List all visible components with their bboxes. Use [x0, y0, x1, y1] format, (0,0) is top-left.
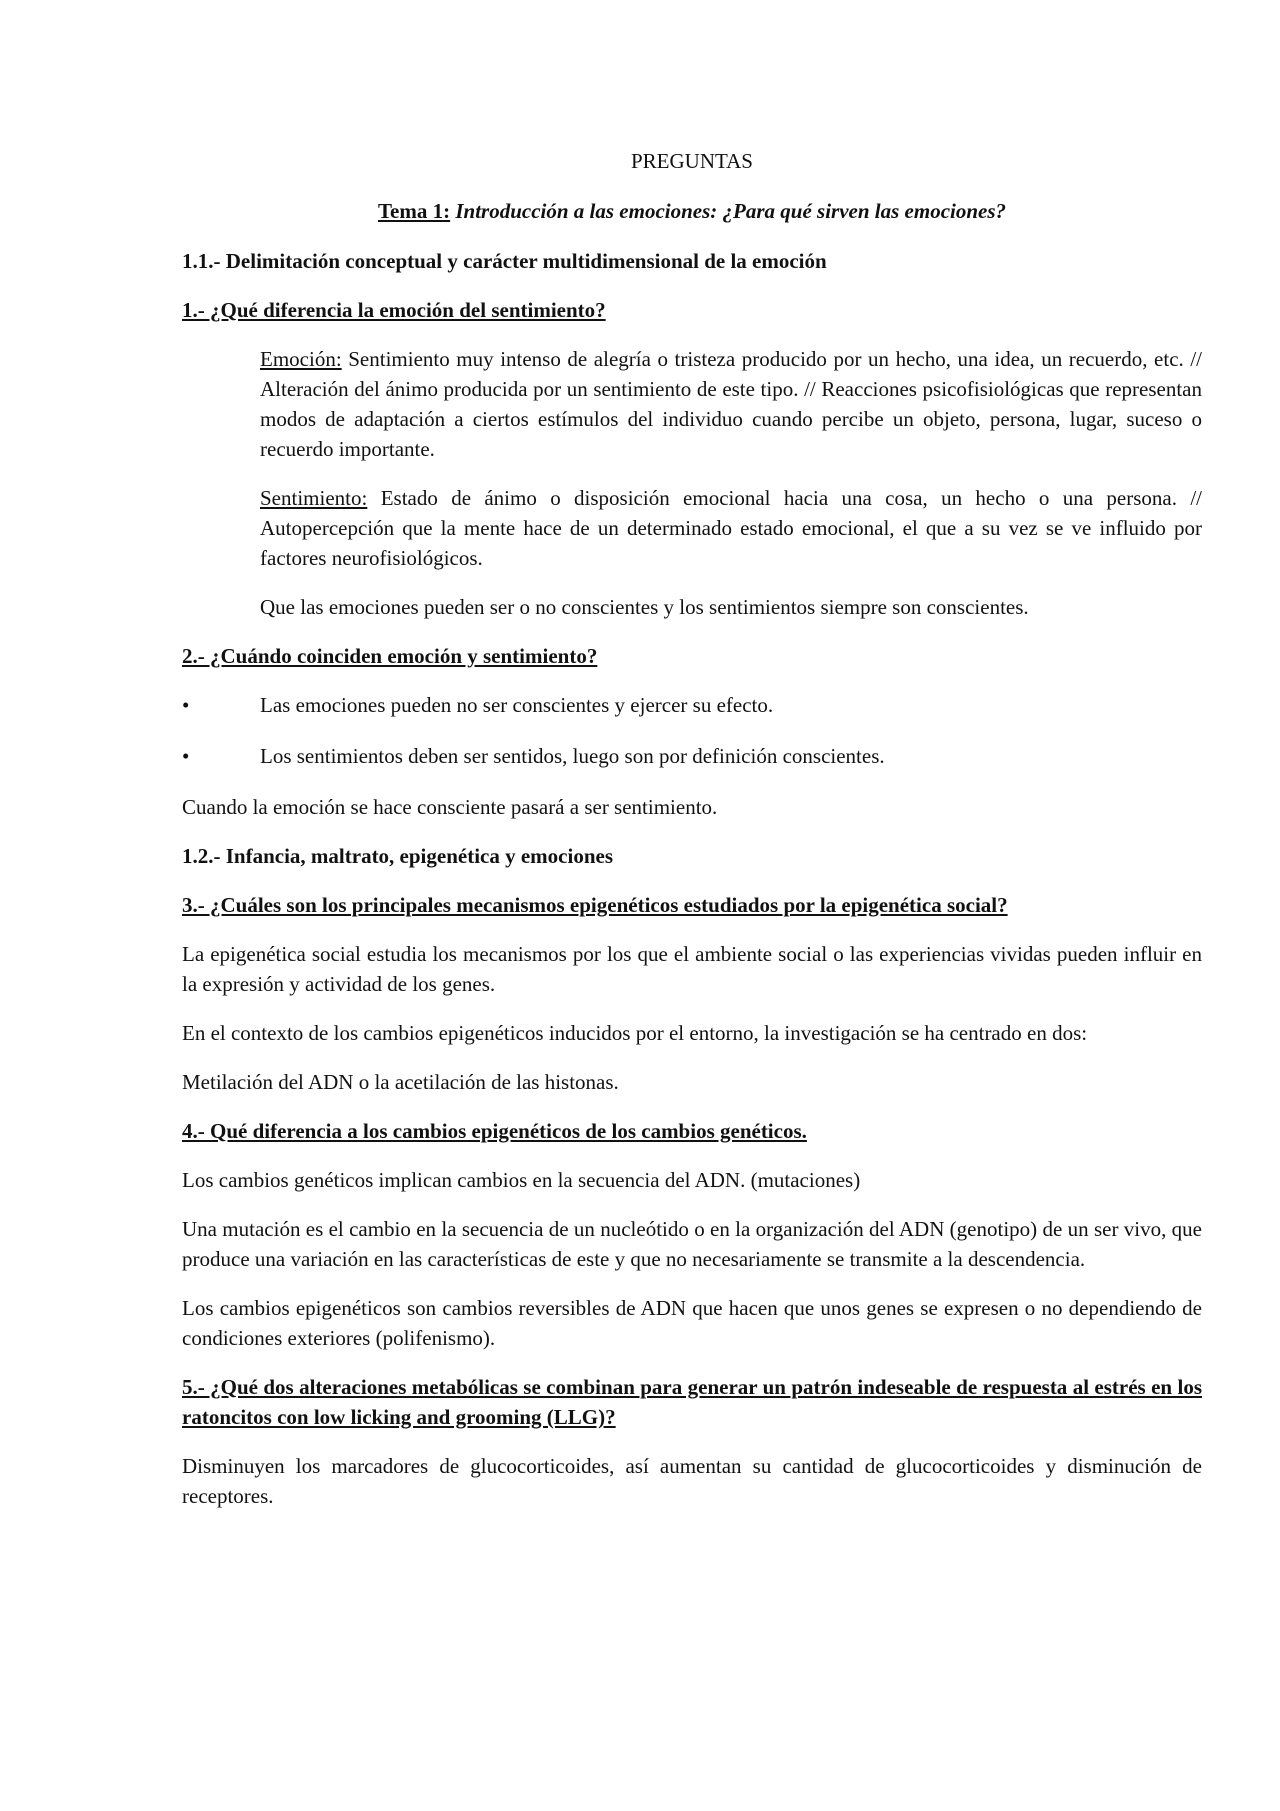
answer-4-paragraph: Los cambios genéticos implican cambios en la secuencia del ADN. (mutaciones): [182, 1168, 861, 1192]
topic-heading: [182, 196, 1202, 226]
question-5: 5.- ¿Qué dos alteraciones metabólicas se combinan para generar un patrón indeseable de respuesta al estrés en los ratoncitos con low licking and grooming (LLG)?: [182, 1375, 1202, 1429]
definition-text-emocion: Sentimiento muy intenso de alegría o tristeza producido por un hecho, una idea, un recuerdo, etc. // Alteración del ánimo producida por un sentimiento de este tipo. // Reacciones psicofisiológicas que representan modos de adaptación a ciertos estímulos del individuo cuando percibe un objeto, persona, lugar, suceso o recuerdo importante.: [260, 347, 1203, 461]
question-2: 2.- ¿Cuándo coinciden emoción y sentimiento?: [182, 644, 598, 668]
question-4: 4.- Qué diferencia a los cambios epigenéticos de los cambios genéticos.: [182, 1119, 807, 1143]
list-item-text: Los sentimientos deben ser sentidos, luego son por definición conscientes.: [260, 744, 885, 768]
list-item-text: Las emociones pueden no ser conscientes y ejercer su efecto.: [260, 693, 774, 717]
section-heading-1-2: 1.2.- Infancia, maltrato, epigenética y emociones: [182, 844, 614, 868]
document-page: [182, 146, 1202, 1530]
question-3: 3.- ¿Cuáles son los principales mecanismos epigenéticos estudiados por la epigenética social?: [182, 893, 1008, 917]
answer-4-paragraph: Los cambios epigenéticos son cambios reversibles de ADN que hacen que unos genes se expresen o no dependiendo de condiciones exteriores (polifenismo).: [182, 1296, 1202, 1350]
answer-3-paragraph: La epigenética social estudia los mecanismos por los que el ambiente social o las experiencias vividas pueden influir en la expresión y actividad de los genes.: [182, 942, 1202, 996]
topic-title: Introducción a las emociones: ¿Para qué sirven las emociones?: [455, 199, 1007, 223]
answer-4-paragraph: Una mutación es el cambio en la secuencia de un nucleótido o en la organización del ADN (genotipo) de un ser vivo, que produce una variación en las características de este y que no necesariamente se transmite a la descendencia.: [182, 1217, 1202, 1271]
question-1: 1.- ¿Qué diferencia la emoción del sentimiento?: [182, 298, 606, 322]
definition-text-sentimiento: Estado de ánimo o disposición emocional hacia una cosa, un hecho o una persona. // Autopercepción que la mente hace de un determinado estado emocional, el que a su vez se ve influido por factores neurofisiológicos.: [260, 486, 1202, 570]
definition-emocion: [260, 344, 1202, 464]
answer-2: Cuando la emoción se hace consciente pasará a ser sentimiento.: [182, 795, 718, 819]
list-item: [182, 741, 1202, 771]
bullet-icon: •: [182, 693, 190, 717]
topic-label: Tema 1:: [377, 199, 451, 223]
list-item: [182, 690, 1202, 720]
definition-term-sentimiento: Sentimiento:: [260, 486, 368, 510]
page-title: PREGUNTAS: [630, 149, 753, 173]
section-heading-1-1: 1.1.- Delimitación conceptual y carácter multidimensional de la emoción: [182, 249, 827, 273]
definition-term-emocion: Emoción:: [260, 347, 342, 371]
answer-5-paragraph: Disminuyen los marcadores de glucocorticoides, así aumentan su cantidad de glucocorticoides y disminución de receptores.: [182, 1454, 1202, 1508]
definition-sentimiento: [260, 483, 1202, 573]
answer-3-paragraph: En el contexto de los cambios epigenéticos inducidos por el entorno, la investigación se ha centrado en dos:: [182, 1021, 1088, 1045]
bullet-icon: •: [182, 744, 190, 768]
answer-1-conclusion: Que las emociones pueden ser o no conscientes y los sentimientos siempre son conscientes.: [260, 595, 1029, 619]
answer-3-paragraph: Metilación del ADN o la acetilación de las histonas.: [182, 1070, 619, 1094]
